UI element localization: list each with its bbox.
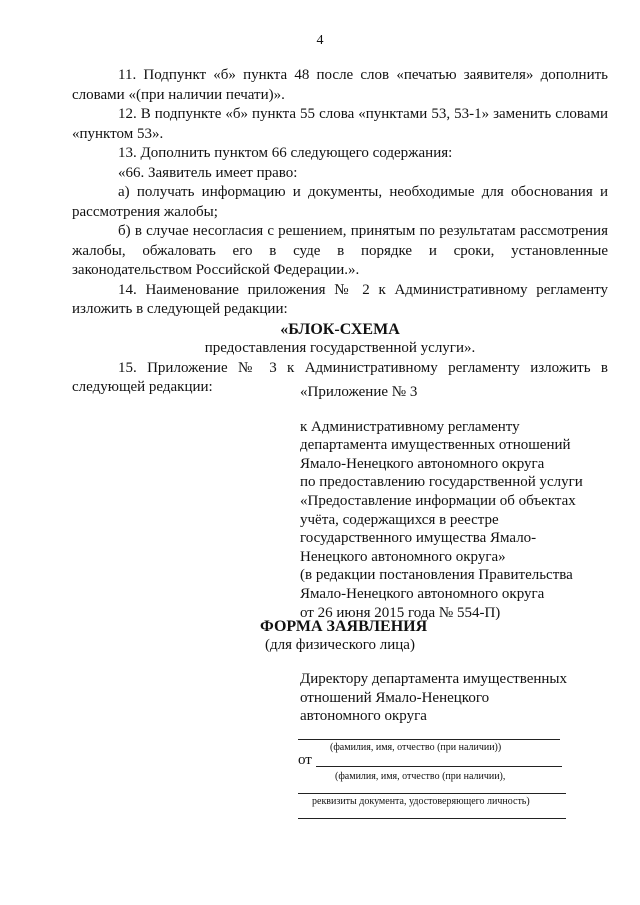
blank-line-2 [316,766,562,767]
appendix-block [300,383,600,622]
appendix-line: от 26 июня 2015 года № 554-П) [300,604,501,621]
caption-fio-2: (фамилия, имя, отчество (при наличии), [335,771,506,782]
paragraph-p13: 13. Дополнить пунктом 66 следующего содержания: [118,145,453,161]
paragraph-p14: 14. Наименование приложения № 2 к Административному регламенту изложить в следующей редакции: [72,281,608,317]
paragraph-p11: 11. Подпункт «б» пункта 48 после слов «печатью заявителя» дополнить словами «(при наличии печати)». [72,67,608,103]
addressee-line: отношений Ямало-Ненецкого [300,689,490,706]
document-body [72,66,608,398]
form-title: ФОРМА ЗАЯВЛЕНИЯ [260,618,428,635]
paragraph-p15: 15. Приложение № 3 к Административному регламенту изложить в следующей редакции: [72,359,608,395]
appendix-line: департамента имущественных отношений [300,437,571,454]
appendix-heading: «Приложение № 3 [300,384,418,400]
caption-fio: (фамилия, имя, отчество (при наличии)) [330,742,502,753]
appendix-line: государственного имущества Ямало- [300,530,537,547]
addressee-line: Директору департамента имущественных [300,671,568,687]
paragraph-p12: 12. В подпункте «б» пункта 55 слова «пунктами 53, 53-1» заменить словами «пунктом 53». [72,106,608,142]
addressee-line: автономного округа [300,708,427,725]
paragraph-p66: «66. Заявитель имеет право: [118,164,298,181]
paragraph-blok: «БЛОК-СХЕМА [280,320,400,338]
appendix-line: Ямало-Ненецкого автономного округа [300,585,545,602]
paragraph-pb: б) в случае несогласия с решением, принятым по результатам рассмотрения жалобы, обжаловать его в суде в порядке и сроки, установленные законодательством Российской Федерации.». [72,223,608,278]
blank-line-1 [298,739,560,740]
paragraph-pa: а) получать информацию и документы, необходимые для обоснования и рассмотрения жалобы; [72,184,608,220]
appendix-line: к Административному регламенту [300,418,520,435]
paragraph-blok2: предоставления государственной услуги». [204,340,476,356]
addressee-block [300,670,590,726]
appendix-line: «Предоставление информации об объектах [300,492,576,509]
appendix-line: по предоставлению государственной услуги [300,474,583,491]
form-subtitle: (для физического лица) [265,637,415,653]
caption-id-doc: реквизиты документа, удостоверяющего личность) [312,796,530,807]
appendix-line: учёта, содержащихся в реестре [300,511,499,528]
appendix-line: (в редакции постановления Правительства [300,567,573,584]
appendix-line: Ямало-Ненецкого автономного округа [300,455,545,472]
blank-line-4 [298,818,566,819]
blank-line-3 [298,793,566,794]
from-label: от [298,752,312,768]
page-number: 4 [316,33,324,48]
appendix-line: Ненецкого автономного округа» [300,548,506,565]
